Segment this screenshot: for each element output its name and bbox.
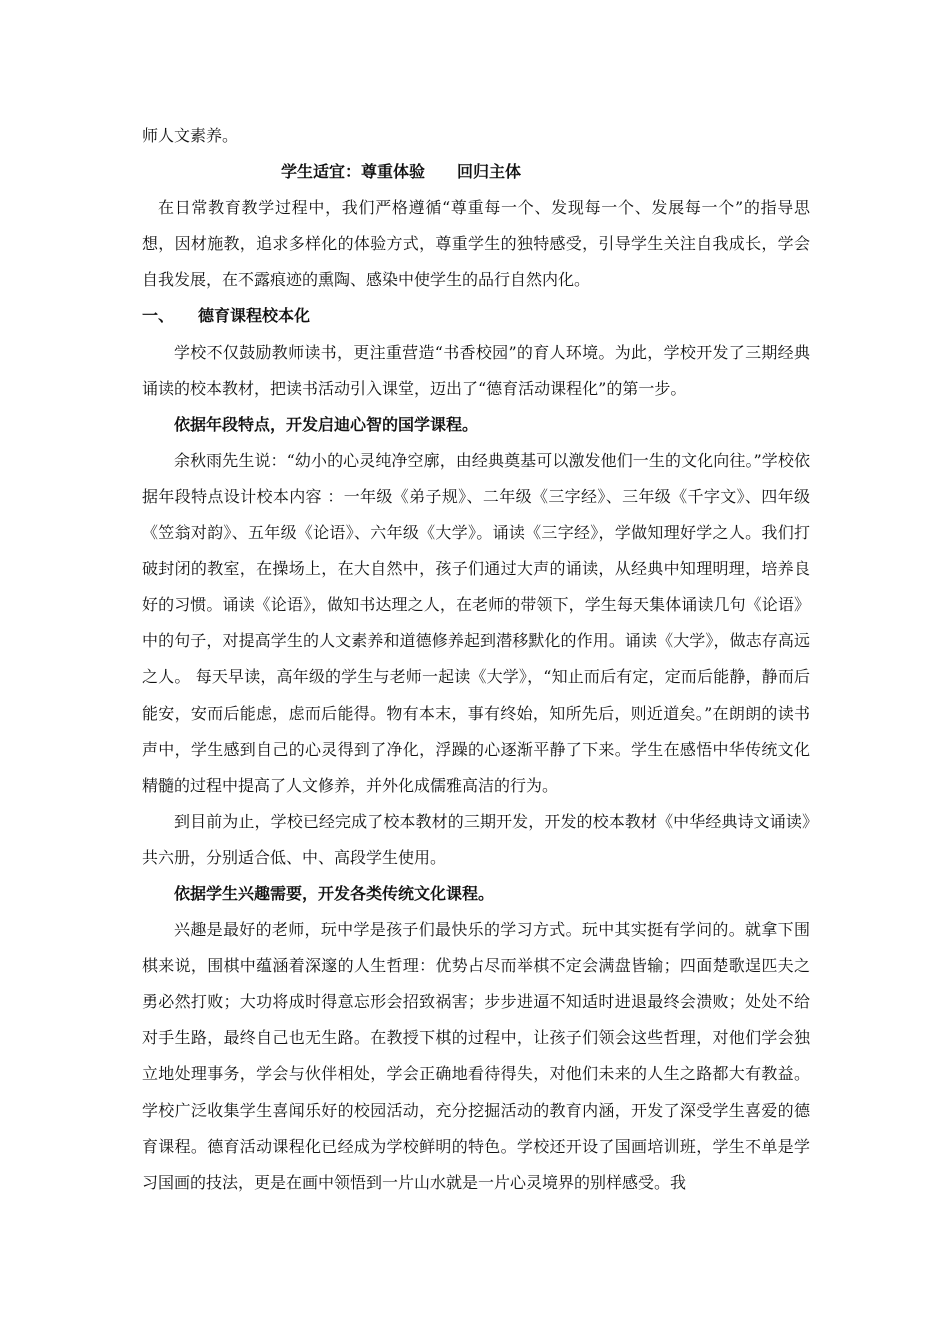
paragraph-textbooks: 到目前为止，学校已经完成了校本教材的三期开发，开发的校本教材《中华经典诗文诵读》共六册，分别适合低、中、高段学生使用。	[142, 811, 810, 867]
document-body	[142, 118, 810, 1201]
paragraph-continuation: 师人文素养。	[142, 126, 239, 145]
paragraph-classics: 余秋雨先生说：“幼小的心灵纯净空廓，由经典奠基可以激发他们一生的文化向往。”学校依据年段特点设计校本内容 ：一年级《弟子规》、二年级《三字经》、三年级《千字文》、四年级《笠翁对韵》、五年级《论语》、六年级《大学》。诵读《三字经》，学做知理好学之人。我们打破封闭的教室，在操场上，在大自然中，孩子们通过大声的诵读，从经典中知理明理，培养良好的习惯。诵读《论语》，做知书达理之人，在老师的带领下，学生每天集体诵读几句《论语》中的句子，对提高学生的人文素养和道德修养起到潜移默化的作用。诵读《大学》，做志存高远之人。 每天早读，高年级的学生与老师一起读《大学》，“知止而后有定，定而后能静，静而后能安，安而后能虑，虑而后能得。物有本末，事有终始，知所先后，则近道矣。”在朗朗的读书声中，学生感到自己的心灵得到了净化，浮躁的心逐渐平静了下来。学生在感悟中华传统文化精髓的过程中提高了人文修养，并外化成儒雅高洁的行为。	[142, 450, 810, 795]
subheading-traditional-culture: 依据学生兴趣需要，开发各类传统文化课程。	[174, 883, 495, 903]
subheading-guoxue: 依据年段特点，开发启迪心智的国学课程。	[174, 414, 479, 434]
paragraph-books: 学校不仅鼓励教师读书，更注重营造“书香校园”的育人环境。为此，学校开发了三期经典诵读的校本教材，把读书活动引入课堂，迈出了“德育活动课程化”的第一步。	[142, 342, 810, 398]
paragraph-intro: 在日常教育教学过程中，我们严格遵循“尊重每一个、发现每一个、发展每一个”的指导思想，因材施教，追求多样化的体验方式，尊重学生的独特感受，引导学生关注自我成长，学会自我发展，在不露痕迹的熏陶、感染中使学生的品行自然内化。	[142, 198, 810, 290]
paragraph-interest: 兴趣是最好的老师，玩中学是孩子们最快乐的学习方式。玩中其实挺有学问的。就拿下围棋来说，围棋中蕴涵着深邃的人生哲理：优势占尽而举棋不定会满盘皆输；四面楚歌逞匹夫之勇必然打败；大功将成时得意忘形会招致祸害；步步进逼不知适时进退最终会溃败；处处不给对手生路，最终自己也无生路。在教授下棋的过程中，让孩子们领会这些哲理，对他们学会独立地处理事务，学会与伙伴相处，学会正确地看待得失，对他们未来的人生之路都大有教益。学校广泛收集学生喜闻乐好的校园活动，充分挖掘活动的教育内涵，开发了深受学生喜爱的德育课程。德育活动课程化已经成为学校鲜明的特色。学校还开设了国画培训班，学生不单是学习国画的技法，更是在画中领悟到一片山水就是一片心灵境界的别样感受。我	[142, 920, 810, 1192]
section-title: 学生适宜：尊重体验 回归主体	[281, 162, 522, 182]
section-heading-1: 一、 德育课程校本化	[142, 306, 311, 326]
